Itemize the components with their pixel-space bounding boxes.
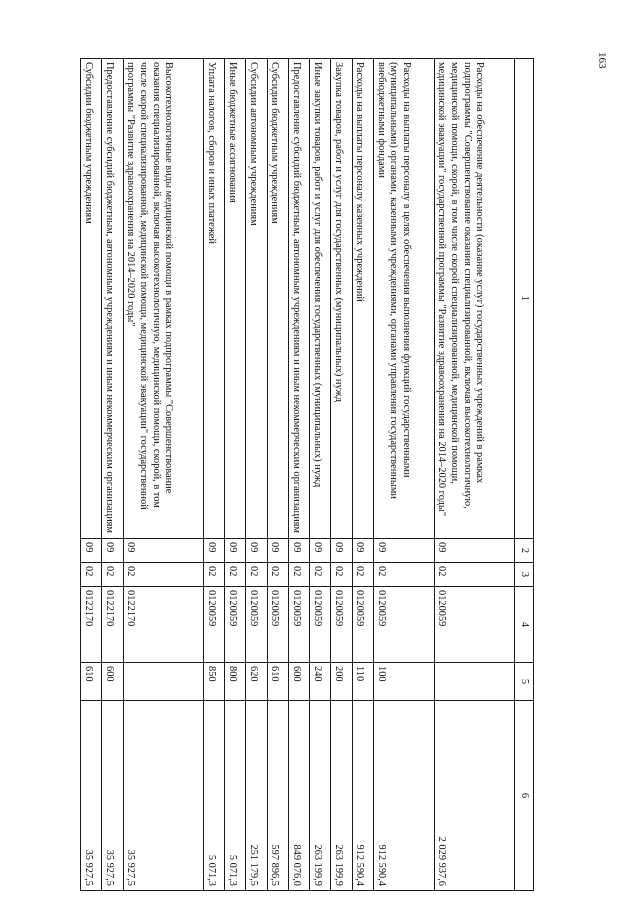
row-name: Расходы на выплаты персоналу казенных учреждений <box>352 59 373 539</box>
row-target-article: 0122170 <box>81 587 102 663</box>
header-cell: 4 <box>515 587 534 663</box>
table-row <box>102 59 123 891</box>
row-section: 09 <box>225 539 246 563</box>
header-cell: 3 <box>515 563 534 587</box>
row-subsection: 02 <box>123 563 203 587</box>
row-expense-type: 800 <box>225 663 246 701</box>
row-target-article: 0120059 <box>225 587 246 663</box>
row-sum: 5 071,3 <box>203 701 224 891</box>
row-target-article: 0120059 <box>434 587 514 663</box>
header-cell: 1 <box>515 59 534 539</box>
row-expense-type <box>123 663 203 701</box>
row-target-article: 0120059 <box>310 587 331 663</box>
row-expense-type: 610 <box>267 663 288 701</box>
row-target-article: 0120059 <box>288 587 309 663</box>
row-target-article: 0120059 <box>267 587 288 663</box>
table-row <box>310 59 331 891</box>
row-subsection: 02 <box>352 563 373 587</box>
page-number: 163 <box>596 52 608 69</box>
row-target-article: 0122170 <box>102 587 123 663</box>
header-row <box>515 59 534 891</box>
row-section: 09 <box>288 539 309 563</box>
row-sum: 251 179,5 <box>246 701 267 891</box>
row-subsection: 02 <box>331 563 352 587</box>
row-expense-type: 200 <box>331 663 352 701</box>
table-row <box>123 59 203 891</box>
row-sum: 597 896,5 <box>267 701 288 891</box>
row-section: 09 <box>81 539 102 563</box>
row-expense-type: 610 <box>81 663 102 701</box>
row-expense-type <box>434 663 514 701</box>
row-name: Иные закупки товаров, работ и услуг для обеспечения государственных (муниципальных) нужд <box>310 59 331 539</box>
table-row <box>373 59 434 891</box>
table-row <box>203 59 224 891</box>
row-target-article: 0122170 <box>123 587 203 663</box>
row-name: Субсидии бюджетным учреждениям <box>267 59 288 539</box>
row-section: 09 <box>310 539 331 563</box>
row-section: 09 <box>123 539 203 563</box>
row-target-article: 0120059 <box>203 587 224 663</box>
row-expense-type: 110 <box>352 663 373 701</box>
budget-table <box>80 58 534 891</box>
row-subsection: 02 <box>81 563 102 587</box>
row-name: Субсидии автономным учреждениям <box>246 59 267 539</box>
row-sum: 849 076,0 <box>288 701 309 891</box>
row-expense-type: 100 <box>373 663 434 701</box>
row-target-article: 0120059 <box>352 587 373 663</box>
row-subsection: 02 <box>203 563 224 587</box>
row-name: Предоставление субсидий бюджетным, автономным учреждениям и иным некоммерческим организациям <box>288 59 309 539</box>
row-expense-type: 600 <box>288 663 309 701</box>
row-expense-type: 240 <box>310 663 331 701</box>
row-subsection: 02 <box>267 563 288 587</box>
row-expense-type: 620 <box>246 663 267 701</box>
budget-table-rotated <box>80 58 534 890</box>
row-subsection: 02 <box>434 563 514 587</box>
row-section: 09 <box>331 539 352 563</box>
row-subsection: 02 <box>225 563 246 587</box>
header-cell: 2 <box>515 539 534 563</box>
row-subsection: 02 <box>288 563 309 587</box>
row-section: 09 <box>246 539 267 563</box>
row-target-article: 0120059 <box>246 587 267 663</box>
table-row <box>225 59 246 891</box>
row-name: Расходы на обеспечение деятельности (оказание услуг) государственных учреждений в рамках подпрограммы "Совершенствование оказания специализированной, включая высокотехнологичную, медицинской помощи, скорой, в том числе скорой специализированной, медицинской помощи, медицинской эвакуации" государственной программы "Развитие здравоохранения на 2014–2020 годы" <box>434 59 514 539</box>
row-section: 09 <box>267 539 288 563</box>
header-cell: 5 <box>515 663 534 701</box>
row-sum: 912 590,4 <box>373 701 434 891</box>
table-row <box>331 59 352 891</box>
row-section: 09 <box>352 539 373 563</box>
row-sum: 35 927,5 <box>102 701 123 891</box>
table-row <box>246 59 267 891</box>
row-expense-type: 850 <box>203 663 224 701</box>
row-name: Расходы на выплаты персоналу в целях обеспечения выполнения функций государственными (муниципальными) органами, казенными учреждениями, органами управления государственными внебюджетными фондами <box>373 59 434 539</box>
row-expense-type: 600 <box>102 663 123 701</box>
row-section: 09 <box>434 539 514 563</box>
row-subsection: 02 <box>373 563 434 587</box>
row-subsection: 02 <box>310 563 331 587</box>
row-target-article: 0120059 <box>373 587 434 663</box>
row-name: Иные бюджетные ассигнования <box>225 59 246 539</box>
row-sum: 2 029 937,6 <box>434 701 514 891</box>
row-section: 09 <box>373 539 434 563</box>
table-row <box>352 59 373 891</box>
table-row <box>81 59 102 891</box>
row-subsection: 02 <box>246 563 267 587</box>
row-sum: 263 199,9 <box>310 701 331 891</box>
table-row <box>434 59 514 891</box>
row-section: 09 <box>203 539 224 563</box>
row-name: Высокотехнологичные виды медицинской помощи в рамках подпрограммы "Совершенствование оказания специализированной, включая высокотехнологичную, медицинской помощи, скорой, в том числе скорой специализированной, медицинской помощи, медицинской эвакуации" государственной программы "Развитие здравоохранения на 2014–2020 годы" <box>123 59 203 539</box>
row-section: 09 <box>102 539 123 563</box>
row-sum: 35 927,5 <box>123 701 203 891</box>
row-sum: 5 071,3 <box>225 701 246 891</box>
row-sum: 263 199,9 <box>331 701 352 891</box>
row-name: Закупка товаров, работ и услуг для государственных (муниципальных) нужд <box>331 59 352 539</box>
row-name: Субсидии бюджетным учреждениям <box>81 59 102 539</box>
row-subsection: 02 <box>102 563 123 587</box>
row-name: Предоставление субсидий бюджетным, автономным учреждениям и иным некоммерческим организациям <box>102 59 123 539</box>
row-name: Уплата налогов, сборов и иных платежей <box>203 59 224 539</box>
table-row <box>267 59 288 891</box>
row-sum: 912 590,4 <box>352 701 373 891</box>
header-cell: 6 <box>515 701 534 891</box>
row-target-article: 0120059 <box>331 587 352 663</box>
table-row <box>288 59 309 891</box>
row-sum: 35 927,5 <box>81 701 102 891</box>
